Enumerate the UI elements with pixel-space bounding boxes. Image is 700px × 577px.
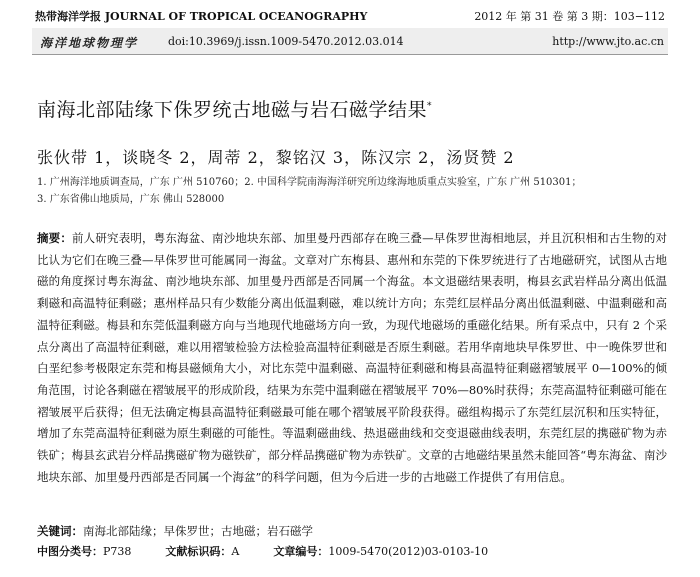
affiliation-line-2: 3. 广东省佛山地质局，广东 佛山 528000 [37, 194, 225, 205]
abstract [37, 228, 667, 488]
classification-line [37, 543, 522, 559]
affiliation-line-1: 1. 广州海洋地质调查局，广东 广州 510760；2. 中国科学院南海海洋研究所边缘海地质重点实验室，广东 广州 510301； [37, 177, 582, 188]
section-tag: 海洋地球物理学 [40, 36, 139, 50]
journal-url[interactable]: http://www.jto.ac.cn [552, 35, 664, 48]
issue-info: 2012 年 第 31 卷 第 3 期：103−112 [474, 10, 665, 23]
title-text: 南海北部陆缘下侏罗统古地磁与岩石磁学结果 [37, 99, 428, 121]
clc-value: P738 [103, 545, 132, 558]
doc-code-label: 文献标识码： [165, 545, 232, 558]
journal-name: 热带海洋学报 JOURNAL OF TROPICAL OCEANOGRAPHY [35, 10, 368, 23]
title-footnote-mark: * [427, 101, 433, 112]
article-no-label: 文章编号： [273, 545, 329, 558]
abstract-label: 摘要： [37, 231, 73, 245]
keywords [37, 523, 313, 539]
keywords-text: 南海北部陆缘；早侏罗世；古地磁；岩石磁学 [83, 524, 313, 538]
doi[interactable]: doi:10.3969/j.issn.1009-5470.2012.03.014 [168, 35, 404, 48]
author-list: 张伙带 1，谈晓冬 2，周蒂 2，黎铭汉 3，陈汉宗 2，汤贤赞 2 [37, 148, 515, 167]
keywords-label: 关键词： [37, 524, 83, 538]
doc-code-value: A [231, 545, 240, 558]
abstract-text: 前人研究表明，粤东海盆、南沙地块东部、加里曼丹西部存在晚三叠—早侏罗世海相地层，并且沉积相和古生物的对比认为它们在晚三叠—早侏罗世可能属同一海盆。文章对广东梅县、惠州和东莞的下侏罗统进行了古地磁研究，试图从古地磁的角度探讨粤东海盆、南沙地块东部、加里曼丹西部是否同属一个海盆。本文退磁结果表明，梅县玄武岩样品分离出低温剩磁和高温特征剩磁；惠州样品只有少数能分离出低温剩磁，难以统计方向；东莞红层样品分离出低温剩磁、中温剩磁和高温特征剩磁。梅县和东莞低温剩磁方向与当地现代地磁场方向一致，为现代地磁场的重磁化结果。所有采点中，只有 2 个采点分离出了高温特征剩磁，难以用褶皱检验方法检验高温特征剩磁是否原生剩磁。若用华南地块早侏罗世、中一晚侏罗世和白垩纪参考极限定东莞和梅县磁倾角大小，对比东莞中温剩磁、高温特征剩磁和梅县高温特征剩磁褶皱展平 0—100%的倾角范围，讨论各剩磁在褶皱展平的形成阶段，结果为东莞中温剩磁在褶皱展平 70%—80%时获得；东莞高温特征剩磁可能在褶皱展平后获得；但无法确定梅县高温特征剩磁最可能在哪个褶皱展平阶段获得。磁组构揭示了东莞红层沉积和压实特征，增加了东莞高温特征剩磁为原生剩磁的可能性。等温剩磁曲线、热退磁曲线和交变退磁曲线表明，东莞红层的携磁矿物为赤铁矿；梅县玄武岩分样品携磁矿物为磁铁矿，部分样品携磁矿物为赤铁矿。文章的古地磁结果虽然未能回答“粤东海盆、南沙地块东部、加里曼丹西部是否同属一个海盆”的科学问题，但为今后进一步的古地磁工作提供了有用信息。 [37, 231, 668, 484]
clc-label: 中图分类号： [37, 545, 103, 558]
article-title [37, 95, 432, 122]
article-no-value: 1009-5470(2012)03-0103-10 [328, 545, 489, 558]
